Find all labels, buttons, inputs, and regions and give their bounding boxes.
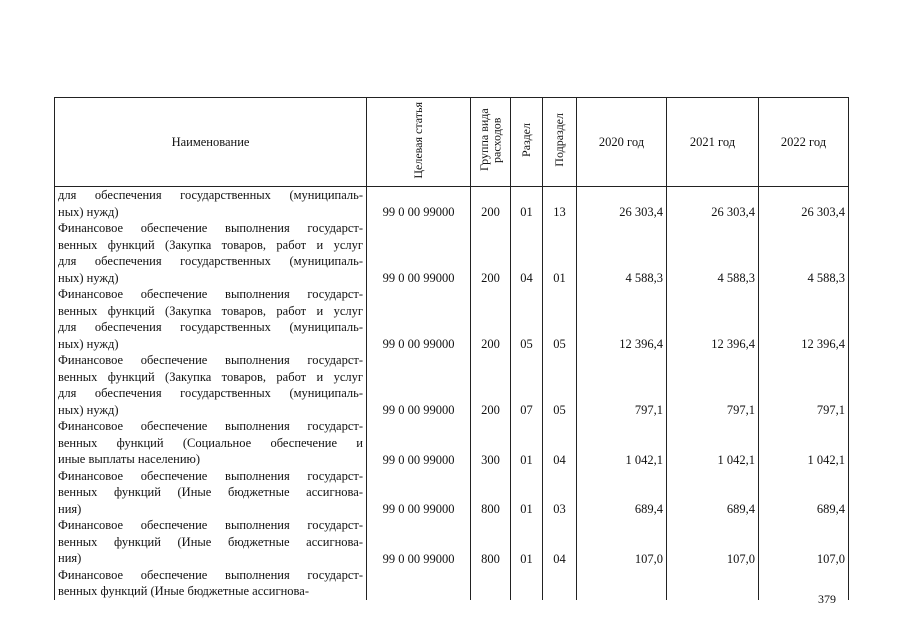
row-amount-2022: 12 396,4: [759, 286, 849, 352]
row-name-line: ных) нужд): [58, 402, 119, 417]
row-name-cell: [55, 286, 367, 352]
row-name-cell: [55, 517, 367, 567]
row-name-line: венных функций (Закупка товаров, работ и услуг: [58, 369, 363, 384]
row-name-line: венных функций (Иные бюджетные ассигнова-: [58, 485, 363, 499]
row-amount-2020: 4 588,3: [577, 220, 667, 286]
row-amount-2021: 107,0: [667, 517, 759, 567]
row-target-article: 99 0 00 99000: [367, 352, 471, 418]
table-row: [55, 418, 849, 468]
row-section: 01: [511, 418, 543, 468]
row-name-cell: [55, 352, 367, 418]
row-amount-2021: 12 396,4: [667, 286, 759, 352]
row-name-line: для обеспечения государственных (муниципаль-: [58, 386, 363, 400]
row-section: 05: [511, 286, 543, 352]
row-subsection: 05: [543, 286, 577, 352]
table-row: [55, 286, 849, 352]
row-name-line: венных функций (Иные бюджетные ассигнова-: [58, 534, 363, 549]
table-row: [55, 517, 849, 567]
row-section: 01: [511, 187, 543, 221]
row-name-cell: [55, 418, 367, 468]
row-name-line: Финансовое обеспечение выполнения государст-: [58, 287, 363, 301]
row-expense-group: 800: [471, 517, 511, 567]
row-amount-2021: 26 303,4: [667, 187, 759, 221]
row-name-cell: [55, 567, 367, 600]
row-expense-group: 200: [471, 352, 511, 418]
row-name-line: Финансовое обеспечение выполнения государст-: [58, 468, 363, 483]
row-target-article: 99 0 00 99000: [367, 517, 471, 567]
row-section: 01: [511, 468, 543, 518]
table-row: [55, 468, 849, 518]
table-row: [55, 187, 849, 221]
row-name-line: Финансовое обеспечение выполнения государст-: [58, 353, 363, 367]
row-name-line: ния): [58, 551, 82, 565]
row-subsection: 05: [543, 352, 577, 418]
row-target-article: 99 0 00 99000: [367, 220, 471, 286]
row-name-line: для обеспечения государственных (муниципаль-: [58, 320, 363, 334]
row-section: [511, 567, 543, 600]
row-name-line: Финансовое обеспечение выполнения государст-: [58, 567, 363, 582]
row-name-line: венных функций (Закупка товаров, работ и услуг: [58, 303, 363, 318]
row-amount-2020: 107,0: [577, 517, 667, 567]
row-subsection: 01: [543, 220, 577, 286]
row-subsection: 04: [543, 517, 577, 567]
row-subsection: 04: [543, 418, 577, 468]
row-target-article: [367, 567, 471, 600]
table-row: [55, 352, 849, 418]
row-expense-group: 800: [471, 468, 511, 518]
row-amount-2020: 797,1: [577, 352, 667, 418]
row-amount-2021: 797,1: [667, 352, 759, 418]
header-year-2021: 2021 год: [667, 98, 759, 187]
row-target-article: 99 0 00 99000: [367, 286, 471, 352]
row-amount-2022: 1 042,1: [759, 418, 849, 468]
row-amount-2020: 689,4: [577, 468, 667, 518]
row-name-line: Финансовое обеспечение выполнения государст-: [58, 221, 363, 235]
row-target-article: 99 0 00 99000: [367, 468, 471, 518]
row-name-cell: [55, 468, 367, 518]
table-row: [55, 567, 849, 600]
row-name-line: иные выплаты населению): [58, 452, 201, 466]
row-amount-2022: 689,4: [759, 468, 849, 518]
row-name-line: ных) нужд): [58, 270, 119, 285]
row-subsection: 03: [543, 468, 577, 518]
row-name-line: ных) нужд): [58, 336, 119, 351]
row-section: 04: [511, 220, 543, 286]
row-name-line: для обеспечения государственных (муниципаль-: [58, 254, 363, 268]
row-amount-2022: 4 588,3: [759, 220, 849, 286]
header-year-2020: 2020 год: [577, 98, 667, 187]
row-amount-2022: 107,0: [759, 517, 849, 567]
row-name-line: ных) нужд): [58, 204, 119, 219]
row-target-article: 99 0 00 99000: [367, 418, 471, 468]
row-amount-2021: 689,4: [667, 468, 759, 518]
row-name-line: ния): [58, 501, 82, 516]
row-expense-group: 200: [471, 286, 511, 352]
row-amount-2020: 12 396,4: [577, 286, 667, 352]
row-name-line: для обеспечения государственных (муниципаль-: [58, 188, 363, 202]
page-number: 379: [818, 592, 836, 606]
row-amount-2021: [667, 567, 759, 600]
table-header-row: [55, 98, 849, 187]
row-name-line: Финансовое обеспечение выполнения государст-: [58, 518, 363, 532]
row-name-cell: [55, 220, 367, 286]
header-name: Наименование: [55, 98, 367, 187]
row-expense-group: 200: [471, 187, 511, 221]
row-name-line: венных функций (Социальное обеспечение и: [58, 435, 363, 450]
row-amount-2022: 797,1: [759, 352, 849, 418]
row-section: 01: [511, 517, 543, 567]
row-section: 07: [511, 352, 543, 418]
row-amount-2020: 26 303,4: [577, 187, 667, 221]
budget-table: [54, 97, 849, 600]
row-amount-2022: 26 303,4: [759, 187, 849, 221]
row-target-article: 99 0 00 99000: [367, 187, 471, 221]
row-expense-group: 200: [471, 220, 511, 286]
row-subsection: [543, 567, 577, 600]
header-year-2022: 2022 год: [759, 98, 849, 187]
row-expense-group: [471, 567, 511, 600]
row-amount-2020: 1 042,1: [577, 418, 667, 468]
header-section: Раздел: [511, 98, 543, 187]
header-target-article: Целевая статья: [367, 98, 471, 187]
row-name-line: венных функций (Закупка товаров, работ и услуг: [58, 237, 363, 252]
header-subsection: Подраздел: [543, 98, 577, 187]
row-amount-2021: 4 588,3: [667, 220, 759, 286]
row-amount-2021: 1 042,1: [667, 418, 759, 468]
table-row: [55, 220, 849, 286]
row-name-line: венных функций (Иные бюджетные ассигнова-: [58, 584, 309, 598]
header-expense-group: Группа вида расходов: [471, 98, 511, 187]
row-name-cell: [55, 187, 367, 221]
row-amount-2020: [577, 567, 667, 600]
row-expense-group: 300: [471, 418, 511, 468]
row-subsection: 13: [543, 187, 577, 221]
row-name-line: Финансовое обеспечение выполнения государст-: [58, 419, 363, 433]
